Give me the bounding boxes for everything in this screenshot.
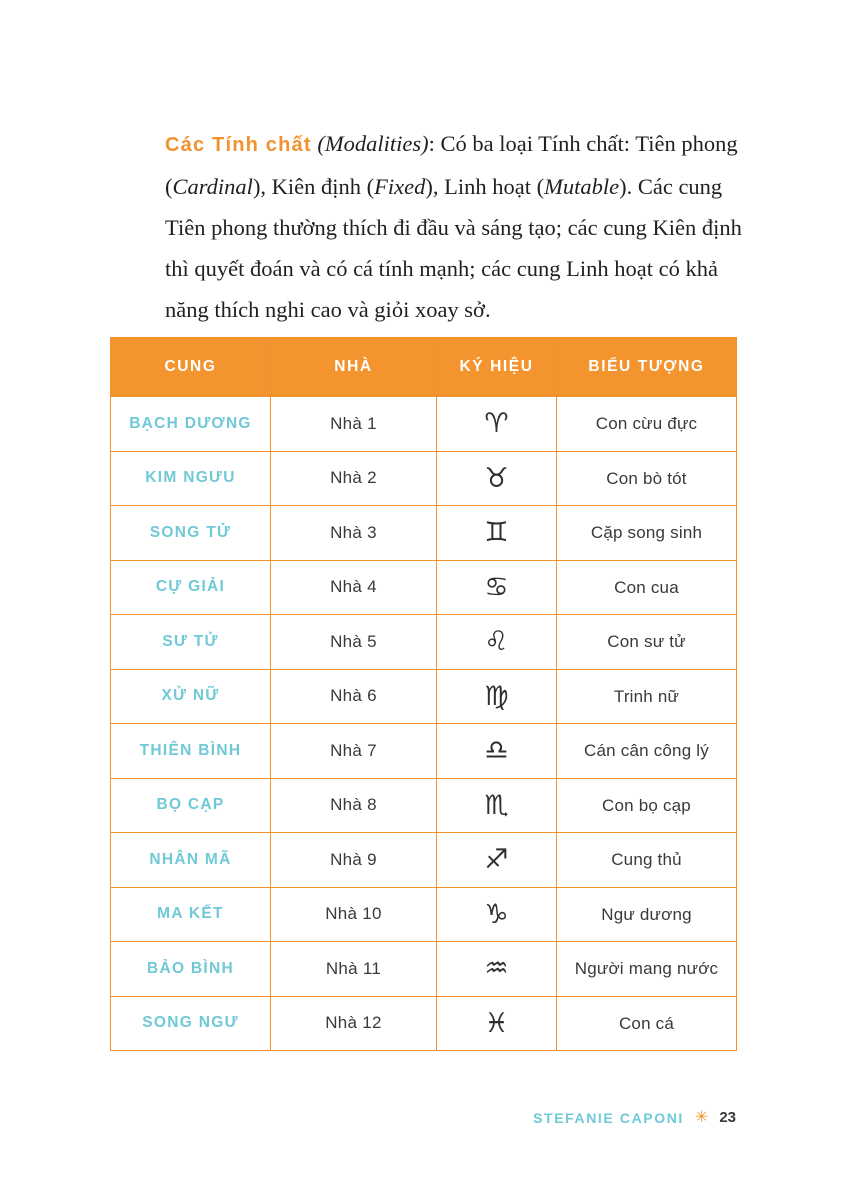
cell-sign: BỌ CẠP bbox=[111, 778, 271, 833]
sagittarius-glyph-icon: ♐ bbox=[437, 833, 557, 888]
table-row bbox=[111, 615, 737, 670]
cell-sign: BẠCH DƯƠNG bbox=[111, 397, 271, 452]
aquarius-glyph-icon: ♒ bbox=[437, 942, 557, 997]
capricorn-glyph-icon: ♑ bbox=[437, 887, 557, 942]
column-header-house: NHÀ bbox=[271, 338, 437, 397]
intro-body-2: ), Kiên định ( bbox=[252, 173, 375, 199]
cancer-glyph-icon: ♋ bbox=[437, 560, 557, 615]
intro-paragraph bbox=[165, 123, 745, 330]
cell-house: Nhà 4 bbox=[271, 560, 437, 615]
page-footer bbox=[533, 1109, 736, 1126]
table-header bbox=[111, 338, 737, 397]
cell-house: Nhà 6 bbox=[271, 669, 437, 724]
cell-sign: THIÊN BÌNH bbox=[111, 724, 271, 779]
intro-italic-cardinal: Cardinal bbox=[172, 173, 253, 199]
table-row bbox=[111, 724, 737, 779]
cell-sign: MA KẾT bbox=[111, 887, 271, 942]
table-row bbox=[111, 506, 737, 561]
column-header-glyph: KÝ HIỆU bbox=[437, 338, 557, 397]
cell-house: Nhà 1 bbox=[271, 397, 437, 452]
cell-sign: NHÂN MÃ bbox=[111, 833, 271, 888]
cell-symbol: Con bọ cạp bbox=[557, 778, 737, 833]
cell-house: Nhà 5 bbox=[271, 615, 437, 670]
cell-house: Nhà 2 bbox=[271, 451, 437, 506]
taurus-glyph-icon: ♉ bbox=[437, 451, 557, 506]
aries-glyph-icon: ♈ bbox=[437, 397, 557, 452]
cell-symbol: Con sư tử bbox=[557, 615, 737, 670]
cell-symbol: Con cá bbox=[557, 996, 737, 1051]
cell-symbol: Cung thủ bbox=[557, 833, 737, 888]
star-icon: ✳ bbox=[694, 1108, 709, 1126]
zodiac-table bbox=[110, 337, 737, 1051]
table-row bbox=[111, 669, 737, 724]
cell-symbol: Cặp song sinh bbox=[557, 506, 737, 561]
intro-body-4: ). Các cung Tiên phong thường thích đi đầu và sáng tạo; các cung Kiên định thì quyết đoán và có cá tính mạnh; các cung Linh hoạt có khả năng thích nghi cao và giỏi xoay sở. bbox=[165, 173, 742, 322]
cell-house: Nhà 9 bbox=[271, 833, 437, 888]
cell-sign: CỰ GIẢI bbox=[111, 560, 271, 615]
cell-house: Nhà 7 bbox=[271, 724, 437, 779]
table-row bbox=[111, 451, 737, 506]
virgo-glyph-icon: ♍ bbox=[437, 669, 557, 724]
table-row bbox=[111, 887, 737, 942]
cell-symbol: Cán cân công lý bbox=[557, 724, 737, 779]
cell-house: Nhà 12 bbox=[271, 996, 437, 1051]
intro-lead-italic: (Modalities) bbox=[317, 130, 429, 156]
table-row bbox=[111, 560, 737, 615]
intro-body-1: : Có ba loại Tính chất: Tiên phong ( bbox=[165, 130, 738, 199]
scorpio-glyph-icon: ♏ bbox=[437, 778, 557, 833]
cell-house: Nhà 10 bbox=[271, 887, 437, 942]
cell-house: Nhà 8 bbox=[271, 778, 437, 833]
table-header-row bbox=[111, 338, 737, 397]
cell-sign: KIM NGƯU bbox=[111, 451, 271, 506]
cell-sign: SONG NGƯ bbox=[111, 996, 271, 1051]
cell-house: Nhà 3 bbox=[271, 506, 437, 561]
gemini-glyph-icon: ♊ bbox=[437, 506, 557, 561]
cell-sign: BẢO BÌNH bbox=[111, 942, 271, 997]
table-row bbox=[111, 942, 737, 997]
page-number: 23 bbox=[719, 1109, 736, 1126]
cell-symbol: Người mang nước bbox=[557, 942, 737, 997]
cell-house: Nhà 11 bbox=[271, 942, 437, 997]
column-header-symbol: BIỂU TƯỢNG bbox=[557, 338, 737, 397]
table-row bbox=[111, 833, 737, 888]
table-row bbox=[111, 397, 737, 452]
cell-symbol: Trinh nữ bbox=[557, 669, 737, 724]
intro-lead-term: Các Tính chất bbox=[165, 133, 312, 156]
leo-glyph-icon: ♌ bbox=[437, 615, 557, 670]
cell-sign: SƯ TỬ bbox=[111, 615, 271, 670]
column-header-sign: CUNG bbox=[111, 338, 271, 397]
cell-symbol: Con bò tót bbox=[557, 451, 737, 506]
intro-body-3: ), Linh hoạt ( bbox=[425, 173, 545, 199]
intro-italic-mutable: Mutable bbox=[544, 173, 620, 199]
table-body bbox=[111, 397, 737, 1051]
cell-symbol: Con cừu đực bbox=[557, 397, 737, 452]
table-row bbox=[111, 778, 737, 833]
cell-sign: XỬ NỮ bbox=[111, 669, 271, 724]
cell-sign: SONG TỬ bbox=[111, 506, 271, 561]
cell-symbol: Ngư dương bbox=[557, 887, 737, 942]
intro-italic-fixed: Fixed bbox=[374, 173, 426, 199]
footer-author: STEFANIE CAPONI bbox=[533, 1109, 684, 1126]
pisces-glyph-icon: ♓ bbox=[437, 996, 557, 1051]
cell-symbol: Con cua bbox=[557, 560, 737, 615]
table-row bbox=[111, 996, 737, 1051]
libra-glyph-icon: ♎ bbox=[437, 724, 557, 779]
